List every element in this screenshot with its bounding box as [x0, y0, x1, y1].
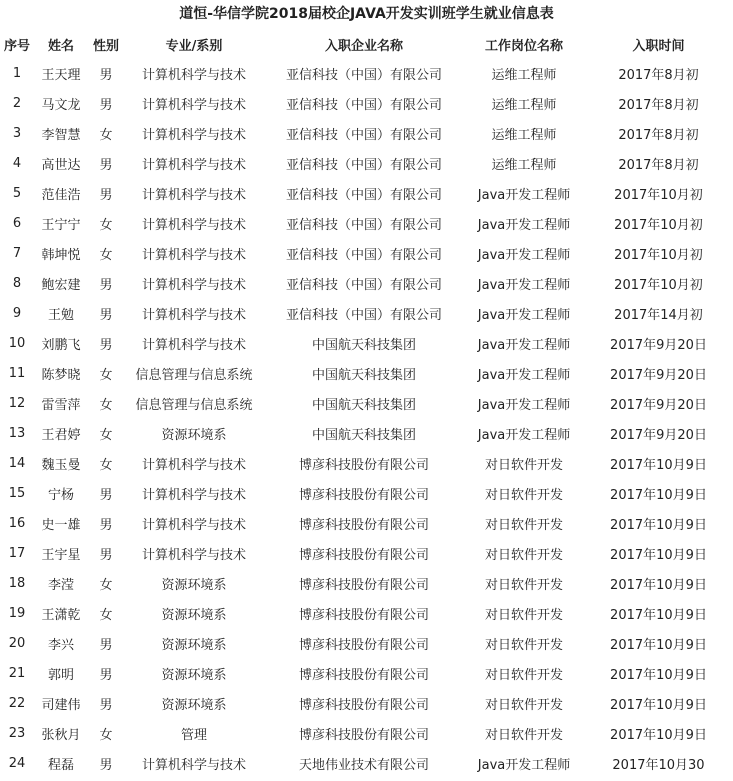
cell-name: 高世达: [41, 157, 81, 173]
table-row: [0, 478, 733, 508]
cell-name: 史一雄: [41, 517, 81, 533]
header-gender: 性别: [92, 38, 119, 54]
cell-index: 23: [8, 725, 26, 741]
cell-position: 对日软件开发: [484, 577, 563, 593]
cell-company: 博彦科技股份有限公司: [298, 547, 429, 563]
cell-start-date: 2017年10月9日: [610, 517, 707, 533]
cell-gender: 女: [99, 217, 113, 233]
cell-index: 7: [12, 245, 22, 261]
cell-start-date: 2017年10月9日: [610, 637, 707, 653]
table-row: [0, 238, 733, 268]
cell-major: 管理: [180, 727, 207, 743]
cell-major: 计算机科学与技术: [141, 307, 246, 323]
table-row: [0, 208, 733, 238]
cell-company: 博彦科技股份有限公司: [298, 637, 429, 653]
cell-company: 博彦科技股份有限公司: [298, 577, 429, 593]
cell-start-date: 2017年14月初: [614, 307, 703, 323]
cell-name: 王勉: [47, 307, 74, 323]
cell-start-date: 2017年10月9日: [610, 667, 707, 683]
cell-name: 鲍宏建: [41, 277, 81, 293]
cell-name: 韩坤悦: [41, 247, 81, 263]
cell-gender: 女: [99, 127, 113, 143]
cell-name: 程磊: [47, 757, 74, 773]
cell-gender: 男: [99, 277, 113, 293]
cell-company: 亚信科技（中国）有限公司: [285, 67, 442, 83]
cell-name: 雷雪萍: [41, 397, 81, 413]
cell-name: 李滢: [47, 577, 74, 593]
cell-start-date: 2017年10月9日: [610, 697, 707, 713]
cell-major: 信息管理与信息系统: [135, 397, 253, 413]
cell-index: 4: [12, 155, 22, 171]
cell-gender: 男: [99, 97, 113, 113]
cell-gender: 男: [99, 307, 113, 323]
cell-index: 17: [8, 545, 26, 561]
cell-company: 博彦科技股份有限公司: [298, 607, 429, 623]
table-row: [0, 538, 733, 568]
cell-position: 对日软件开发: [484, 697, 563, 713]
cell-major: 计算机科学与技术: [141, 337, 246, 353]
cell-company: 亚信科技（中国）有限公司: [285, 187, 442, 203]
cell-index: 21: [8, 665, 26, 681]
cell-index: 15: [8, 485, 26, 501]
cell-index: 1: [12, 65, 22, 81]
cell-gender: 女: [99, 397, 113, 413]
table-row: [0, 118, 733, 148]
header-company: 入职企业名称: [324, 38, 403, 54]
table-row: [0, 388, 733, 418]
cell-name: 魏玉曼: [41, 457, 81, 473]
cell-company: 博彦科技股份有限公司: [298, 517, 429, 533]
table-row: [0, 688, 733, 718]
cell-company: 博彦科技股份有限公司: [298, 697, 429, 713]
cell-company: 亚信科技（中国）有限公司: [285, 277, 442, 293]
table-row: [0, 508, 733, 538]
cell-position: Java开发工程师: [477, 187, 571, 203]
cell-name: 郭明: [47, 667, 74, 683]
cell-position: Java开发工程师: [477, 397, 571, 413]
cell-start-date: 2017年9月20日: [610, 337, 707, 353]
header-position: 工作岗位名称: [484, 38, 563, 54]
cell-index: 3: [12, 125, 22, 141]
cell-position: Java开发工程师: [477, 337, 571, 353]
cell-index: 2: [12, 95, 22, 111]
cell-major: 资源环境系: [161, 577, 227, 593]
cell-name: 王君婷: [41, 427, 81, 443]
cell-major: 计算机科学与技术: [141, 457, 246, 473]
cell-position: 对日软件开发: [484, 637, 563, 653]
cell-index: 8: [12, 275, 22, 291]
cell-major: 计算机科学与技术: [141, 217, 246, 233]
cell-index: 9: [12, 305, 22, 321]
cell-position: 对日软件开发: [484, 547, 563, 563]
cell-major: 资源环境系: [161, 667, 227, 683]
table-row: [0, 148, 733, 178]
cell-gender: 男: [99, 667, 113, 683]
header-name: 姓名: [47, 38, 74, 54]
cell-gender: 男: [99, 487, 113, 503]
cell-name: 李智慧: [41, 127, 81, 143]
cell-company: 博彦科技股份有限公司: [298, 727, 429, 743]
table-body: [0, 58, 733, 778]
cell-index: 16: [8, 515, 26, 531]
cell-major: 资源环境系: [161, 697, 227, 713]
cell-company: 天地伟业技术有限公司: [298, 757, 429, 773]
cell-company: 亚信科技（中国）有限公司: [285, 127, 442, 143]
cell-gender: 男: [99, 637, 113, 653]
cell-position: Java开发工程师: [477, 277, 571, 293]
cell-index: 22: [8, 695, 26, 711]
cell-start-date: 2017年8月初: [618, 127, 699, 143]
cell-name: 陈梦晓: [41, 367, 81, 383]
cell-major: 资源环境系: [161, 607, 227, 623]
cell-gender: 男: [99, 337, 113, 353]
employment-table: [0, 30, 733, 778]
cell-position: Java开发工程师: [477, 367, 571, 383]
cell-major: 计算机科学与技术: [141, 97, 246, 113]
cell-position: 运维工程师: [491, 97, 557, 113]
cell-company: 博彦科技股份有限公司: [298, 667, 429, 683]
cell-position: 运维工程师: [491, 157, 557, 173]
cell-name: 王天理: [41, 67, 81, 83]
header-start-date: 入职时间: [632, 38, 685, 54]
cell-start-date: 2017年10月30: [612, 757, 705, 773]
table-row: [0, 358, 733, 388]
cell-position: 运维工程师: [491, 67, 557, 83]
cell-gender: 男: [99, 697, 113, 713]
cell-company: 中国航天科技集团: [311, 397, 416, 413]
cell-start-date: 2017年8月初: [618, 97, 699, 113]
cell-position: 对日软件开发: [484, 607, 563, 623]
cell-gender: 男: [99, 187, 113, 203]
cell-gender: 男: [99, 757, 113, 773]
cell-major: 计算机科学与技术: [141, 277, 246, 293]
cell-gender: 男: [99, 517, 113, 533]
cell-major: 信息管理与信息系统: [135, 367, 253, 383]
cell-start-date: 2017年10月9日: [610, 577, 707, 593]
table-row: [0, 88, 733, 118]
cell-start-date: 2017年10月初: [614, 277, 703, 293]
cell-position: 对日软件开发: [484, 517, 563, 533]
table-row: [0, 268, 733, 298]
cell-name: 范佳浩: [41, 187, 81, 203]
cell-name: 刘鹏飞: [41, 337, 81, 353]
cell-start-date: 2017年10月9日: [610, 457, 707, 473]
cell-position: Java开发工程师: [477, 757, 571, 773]
cell-start-date: 2017年9月20日: [610, 427, 707, 443]
cell-company: 亚信科技（中国）有限公司: [285, 97, 442, 113]
table-header: [0, 30, 733, 58]
cell-index: 14: [8, 455, 26, 471]
cell-gender: 男: [99, 67, 113, 83]
cell-index: 24: [8, 755, 26, 771]
table-row: [0, 658, 733, 688]
table-row: [0, 568, 733, 598]
cell-position: 对日软件开发: [484, 457, 563, 473]
table-row: [0, 748, 733, 778]
table-row: [0, 718, 733, 748]
cell-start-date: 2017年10月初: [614, 247, 703, 263]
table-row: [0, 598, 733, 628]
cell-name: 王潇乾: [41, 607, 81, 623]
cell-index: 13: [8, 425, 26, 441]
table-row: [0, 178, 733, 208]
cell-major: 计算机科学与技术: [141, 547, 246, 563]
cell-position: 运维工程师: [491, 127, 557, 143]
table-title: 道恒-华信学院2018届校企JAVA开发实训班学生就业信息表: [179, 6, 554, 22]
cell-position: Java开发工程师: [477, 427, 571, 443]
cell-major: 计算机科学与技术: [141, 157, 246, 173]
cell-index: 11: [8, 365, 26, 381]
cell-name: 司建伟: [41, 697, 81, 713]
cell-gender: 女: [99, 607, 113, 623]
cell-company: 亚信科技（中国）有限公司: [285, 247, 442, 263]
cell-start-date: 2017年10月9日: [610, 727, 707, 743]
cell-company: 中国航天科技集团: [311, 337, 416, 353]
header-index: 序号: [3, 38, 30, 54]
cell-gender: 女: [99, 457, 113, 473]
cell-start-date: 2017年10月9日: [610, 607, 707, 623]
cell-name: 马文龙: [41, 97, 81, 113]
cell-name: 王宁宁: [41, 217, 81, 233]
cell-company: 博彦科技股份有限公司: [298, 487, 429, 503]
cell-index: 5: [12, 185, 22, 201]
cell-position: Java开发工程师: [477, 217, 571, 233]
cell-index: 10: [8, 335, 26, 351]
cell-start-date: 2017年8月初: [618, 157, 699, 173]
cell-position: Java开发工程师: [477, 307, 571, 323]
cell-start-date: 2017年10月9日: [610, 487, 707, 503]
cell-major: 资源环境系: [161, 427, 227, 443]
cell-gender: 女: [99, 427, 113, 443]
cell-gender: 男: [99, 157, 113, 173]
cell-index: 12: [8, 395, 26, 411]
cell-position: 对日软件开发: [484, 667, 563, 683]
cell-index: 6: [12, 215, 22, 231]
cell-name: 张秋月: [41, 727, 81, 743]
cell-name: 王宇星: [41, 547, 81, 563]
cell-company: 亚信科技（中国）有限公司: [285, 157, 442, 173]
cell-position: 对日软件开发: [484, 727, 563, 743]
cell-index: 18: [8, 575, 26, 591]
cell-company: 中国航天科技集团: [311, 367, 416, 383]
cell-major: 资源环境系: [161, 637, 227, 653]
cell-start-date: 2017年9月20日: [610, 367, 707, 383]
cell-position: 对日软件开发: [484, 487, 563, 503]
header-major: 专业/系别: [165, 38, 223, 54]
cell-start-date: 2017年9月20日: [610, 397, 707, 413]
cell-major: 计算机科学与技术: [141, 127, 246, 143]
header-row: [0, 30, 733, 58]
cell-position: Java开发工程师: [477, 247, 571, 263]
cell-company: 亚信科技（中国）有限公司: [285, 217, 442, 233]
cell-start-date: 2017年8月初: [618, 67, 699, 83]
cell-gender: 女: [99, 727, 113, 743]
cell-major: 计算机科学与技术: [141, 67, 246, 83]
cell-start-date: 2017年10月初: [614, 187, 703, 203]
cell-major: 计算机科学与技术: [141, 757, 246, 773]
cell-company: 中国航天科技集团: [311, 427, 416, 443]
cell-index: 19: [8, 605, 26, 621]
cell-major: 计算机科学与技术: [141, 517, 246, 533]
cell-gender: 女: [99, 577, 113, 593]
table-row: [0, 298, 733, 328]
cell-major: 计算机科学与技术: [141, 487, 246, 503]
cell-gender: 女: [99, 367, 113, 383]
cell-major: 计算机科学与技术: [141, 187, 246, 203]
cell-name: 宁杨: [47, 487, 74, 503]
table-row: [0, 628, 733, 658]
table-row: [0, 418, 733, 448]
cell-start-date: 2017年10月初: [614, 217, 703, 233]
table-row: [0, 328, 733, 358]
cell-major: 计算机科学与技术: [141, 247, 246, 263]
cell-company: 亚信科技（中国）有限公司: [285, 307, 442, 323]
cell-company: 博彦科技股份有限公司: [298, 457, 429, 473]
cell-name: 李兴: [47, 637, 74, 653]
table-row: [0, 448, 733, 478]
cell-gender: 男: [99, 547, 113, 563]
table-row: [0, 58, 733, 88]
cell-start-date: 2017年10月9日: [610, 547, 707, 563]
cell-gender: 女: [99, 247, 113, 263]
cell-index: 20: [8, 635, 26, 651]
